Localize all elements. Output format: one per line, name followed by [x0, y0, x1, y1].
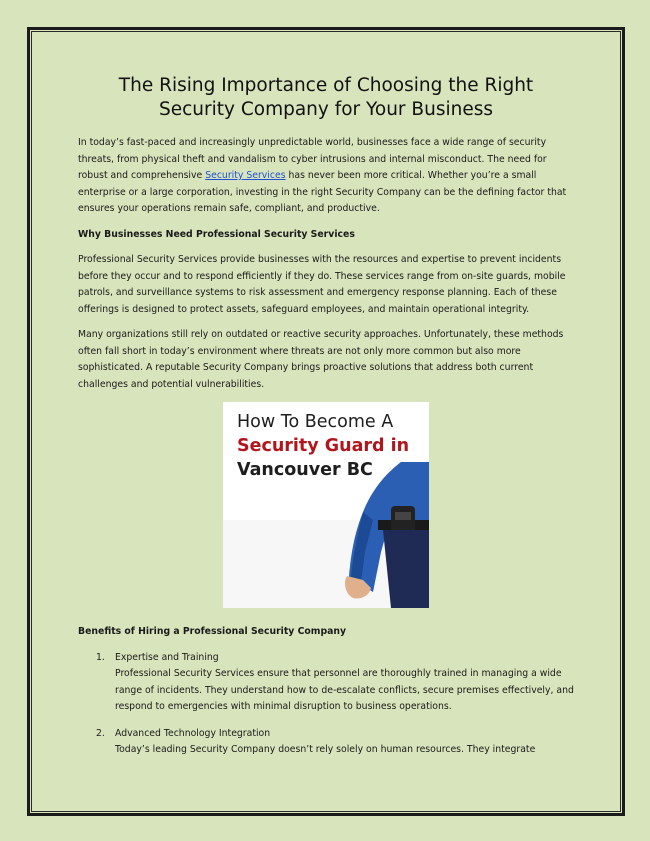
list-item-number: 2. [96, 727, 105, 739]
image-caption-line-1: How To Become A [237, 412, 394, 432]
list-item-title: Advanced Technology Integration [115, 727, 271, 739]
document-body [78, 74, 574, 769]
image-caption-line-3: Vancouver BC [237, 460, 373, 480]
guard-illustration [223, 402, 429, 608]
section-heading-why: Why Businesses Need Professional Security Services [78, 228, 355, 240]
section-heading-benefits: Benefits of Hiring a Professional Security Company [78, 626, 347, 637]
security-services-link[interactable]: Security Services [205, 170, 286, 181]
security-guard-image [223, 402, 429, 608]
intro-paragraph [78, 135, 574, 218]
section1-paragraph-1: Professional Security Services provide businesses with the resources and expertise to prevent incidents before they occur and to respond efficiently if they do. These services range from on-site guards, mobile patrols, and surveillance systems to risk assessment and emergency response planning. Each of these offerings is designed to protect assets, safeguard employees, and maintain operational integrity. [78, 254, 566, 315]
benefits-list [78, 650, 574, 759]
intro-text-before: In today’s fast-paced and increasingly unpredictable world, businesses face a wide range of security threats, from physical theft and vandalism to cyber intrusions and internal misconduct. The need for robust and comprehensive [78, 137, 547, 181]
list-item-body: Today’s leading Security Company doesn’t rely solely on human resources. They integrate [115, 744, 536, 755]
page-title: The Rising Importance of Choosing the Right Security Company for Your Business [118, 75, 534, 120]
list-item [78, 650, 574, 716]
image-caption-line-2: Security Guard in [237, 436, 410, 456]
list-item [78, 726, 574, 759]
intro-text-after: has never been more critical. Whether you’re a small enterprise or a large corporation, investing in the right Security Company can be the defining factor that ensures your operations remain safe, compliant, and productive. [78, 170, 567, 214]
list-item-title: Expertise and Training [115, 651, 219, 663]
list-item-body: Professional Security Services ensure that personnel are thoroughly trained in managing a wide range of incidents. They understand how to de-escalate conflicts, secure premises effectively, and respond to emergencies with minimal disruption to business operations. [115, 668, 574, 712]
list-item-number: 1. [96, 651, 105, 663]
section1-paragraph-2: Many organizations still rely on outdated or reactive security approaches. Unfortunately, these methods often fall short in today’s environment where threats are not only more common but also more sophisticated. A reputable Security Company brings proactive solutions that address both current challenges and potential vulnerabilities. [78, 329, 564, 390]
